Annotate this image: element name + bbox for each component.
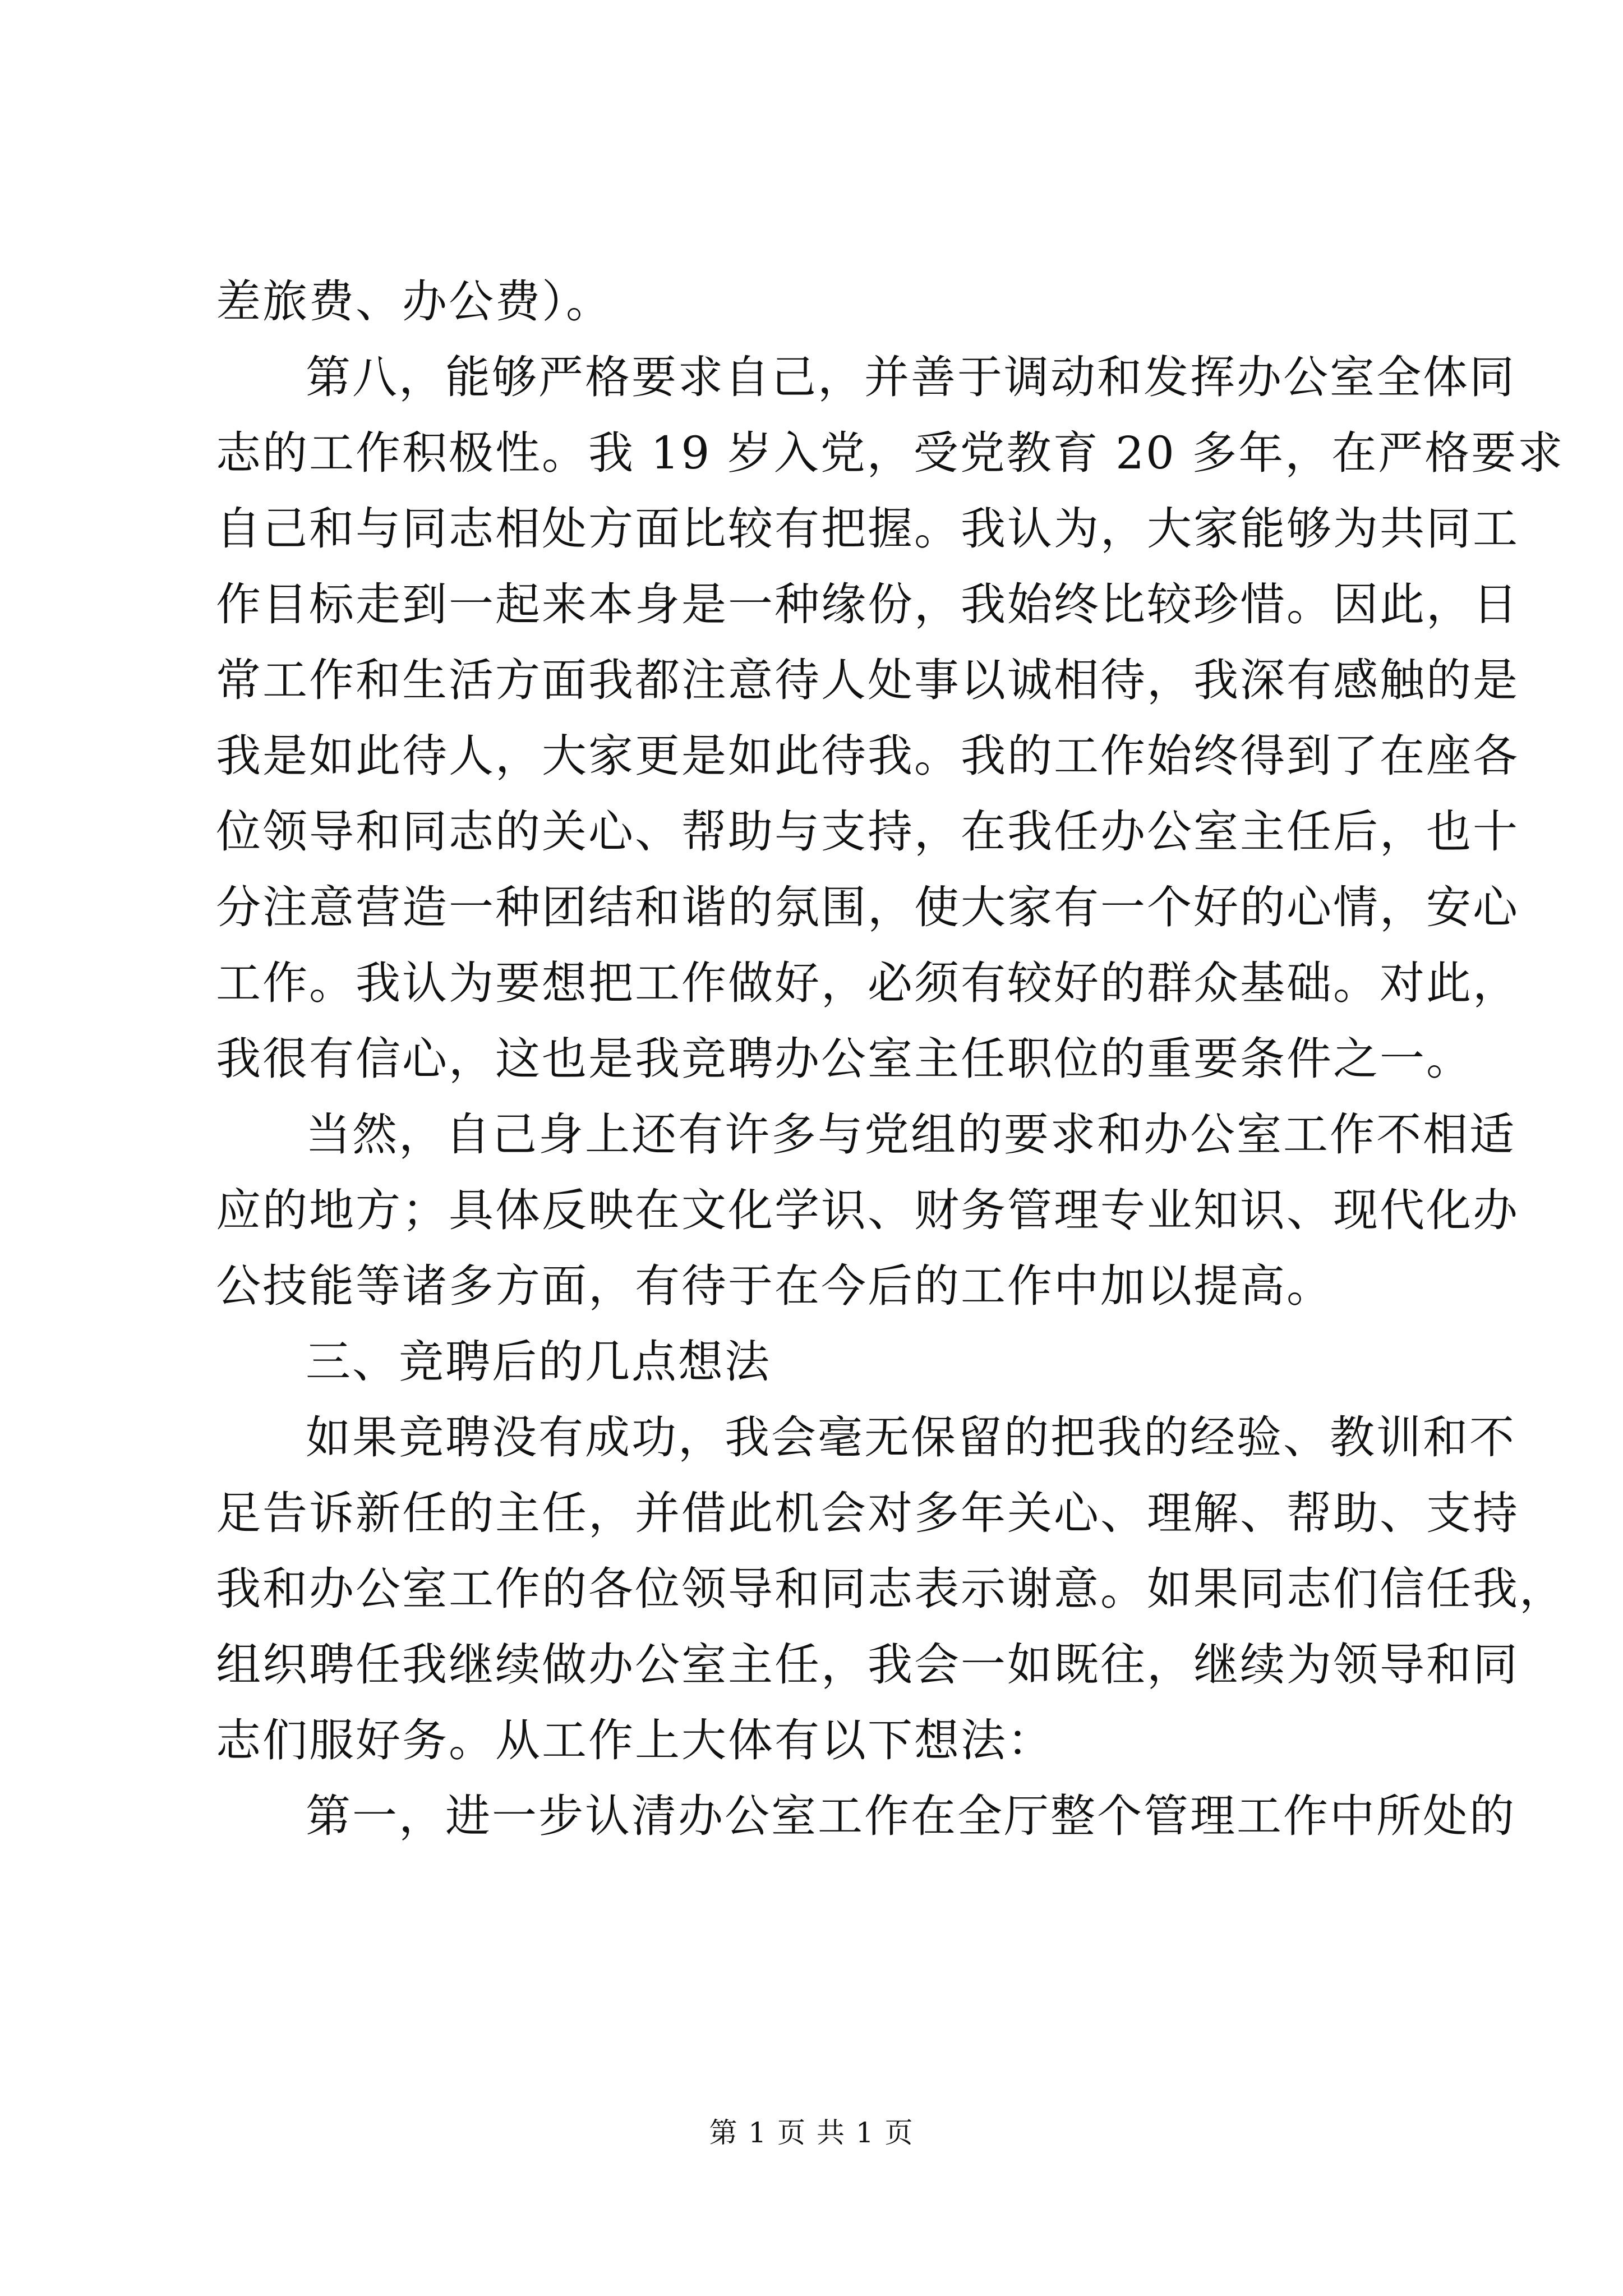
text-line: 应的地方；具体反映在文化学识、财务管理专业知识、现代化办 [216,1184,1519,1236]
text-line: 常工作和生活方面我都注意待人处事以诚相待，我深有感触的是 [216,654,1519,706]
paragraph-start-line: 第一，进一步认清办公室工作在全厅整个管理工作中所处的 [306,1790,1516,1842]
page-number-footer: 第 1 页 共 1 页 [709,2116,914,2149]
paragraph-start-line: 如果竞聘没有成功，我会毫无保留的把我的经验、教训和不 [306,1411,1516,1464]
text-line: 足告诉新任的主任，并借此机会对多年关心、理解、帮助、支持 [216,1487,1519,1539]
text-line: 组织聘任我继续做办公室主任，我会一如既往，继续为领导和同 [216,1639,1519,1691]
text-line: 公技能等诸多方面，有待于在今后的工作中加以提高。 [216,1260,1333,1312]
paragraph-start-line: 当然，自己身上还有许多与党组的要求和办公室工作不相适 [306,1108,1516,1161]
text-line: 分注意营造一种团结和谐的氛围，使大家有一个好的心情，安心 [216,881,1519,933]
text-line: 我很有信心，这也是我竞聘办公室主任职位的重要条件之一。 [216,1033,1473,1085]
text-line: 差旅费、办公费）。 [216,275,612,328]
text-line: 作目标走到一起来本身是一种缘份，我始终比较珍惜。因此，日 [216,578,1519,631]
text-line: 我和办公室工作的各位领导和同志表示谢意。如果同志们信任我， [216,1563,1566,1615]
text-line: 工作。我认为要想把工作做好，必须有较好的群众基础。对此， [216,957,1519,1009]
document-body [216,264,1566,1854]
text-line: 位领导和同志的关心、帮助与支持，在我任办公室主任后，也十 [216,806,1519,858]
section-heading: 三、竞聘后的几点想法 [306,1336,771,1388]
text-line: 志的工作积极性。我 19 岁入党，受党教育 20 多年，在严格要求 [216,427,1565,479]
text-line: 自己和与同志相处方面比较有把握。我认为，大家能够为共同工 [216,503,1519,555]
text-line: 志们服好务。从工作上大体有以下想法： [216,1714,1054,1766]
paragraph-start-line: 第八，能够严格要求自己，并善于调动和发挥办公室全体同 [306,351,1516,403]
text-line: 我是如此待人，大家更是如此待我。我的工作始终得到了在座各 [216,730,1519,782]
